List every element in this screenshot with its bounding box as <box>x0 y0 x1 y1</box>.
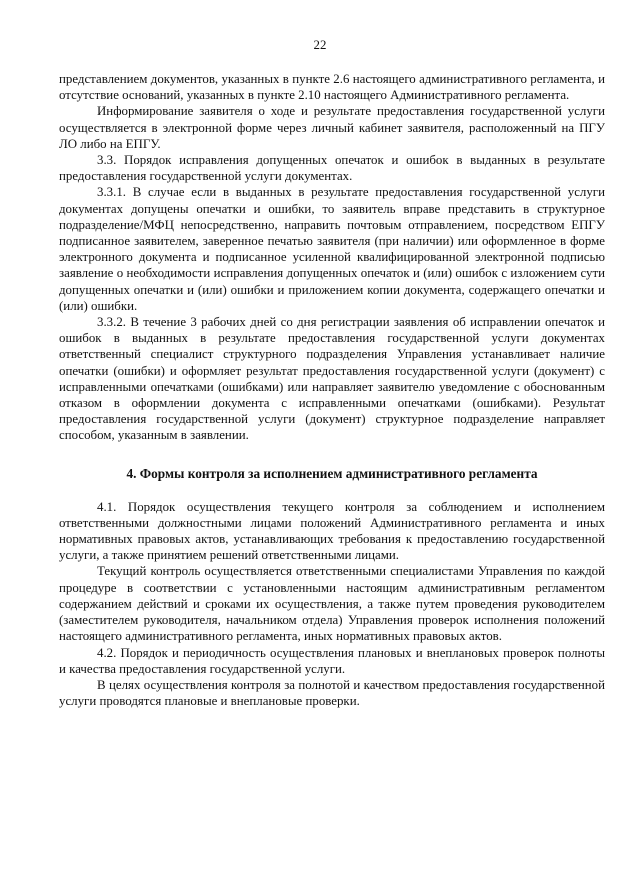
paragraph-4-1: 4.1. Порядок осуществления текущего контроля за соблюдением и исполнением ответственными должностными лицами положений Административного регламента и иных нормативных правовых актов, устанавливающих требования к предоставлению государственной услуги, а также принятием решений ответственными лицами. <box>59 499 605 563</box>
section-3-text <box>59 71 605 444</box>
paragraph-3-3-1: 3.3.1. В случае если в выданных в результате предоставления государственной услуги документах допущены опечатки и ошибки, то заявитель вправе представить в структурное подразделение/МФЦ непосредственно, направить почтовым отправлением, посредством ЕПГУ подписанное заявителем, заверенное печатью заявителя (при наличии) или оформленное в форме электронного документа и подписанное усиленной квалифицированной электронной подписью заявление о необходимости исправления допущенных опечаток и (или) ошибок с изложением сути допущенных опечатки и (или) ошибки и приложением копии документа, содержащего опечатки и (или) ошибки. <box>59 185 605 313</box>
paragraph-control-purpose: В целях осуществления контроля за полнотой и качеством предоставления государственной услуги проводятся плановые и внеплановые проверки. <box>59 677 605 709</box>
section-4-text <box>59 499 605 710</box>
document-body <box>59 71 605 709</box>
paragraph-informing: Информирование заявителя о ходе и результате предоставления государственной услуги осуществляется в электронной форме через личный кабинет заявителя, расположенный на ПГУ ЛО либо на ЕПГУ. <box>59 104 605 151</box>
paragraph-continuation: представлением документов, указанных в пункте 2.6 настоящего административного регламента, и отсутствие оснований, указанных в пункте 2.10 настоящего Административного регламента. <box>59 72 605 103</box>
section-title: 4. Формы контроля за исполнением административного регламента <box>126 465 538 481</box>
paragraph-4-2: 4.2. Порядок и периодичность осуществления плановых и внеплановых проверок полноты и качества предоставления государственной услуги. <box>59 645 605 676</box>
page-number: 22 <box>313 38 327 52</box>
paragraph-3-3-2: 3.3.2. В течение 3 рабочих дней со дня регистрации заявления об исправлении опечаток и ошибок в выданных в результате предоставления государственной услуги документах ответственный специалист структурного подразделения Управления устанавливает наличие опечатки (ошибки) и оформляет результат предоставления государственной услуги (документ) с исправленными опечатками (ошибками) или направляет заявителю уведомление с обоснованным отказом в оформлении документа с исправленными опечатками (ошибками). Результат предоставления государственной услуги (документ) структурное подразделение направляет способом, указанным в заявлении. <box>59 315 605 443</box>
paragraph-current-control: Текущий контроль осуществляется ответственными специалистами Управления по каждой процедуре в соответствии с установленными настоящим административным регламентом содержанием действий и сроками их осуществления, а также путем проведения руководителем (заместителем руководителя, начальником отдела) Управления проверок исполнения положений настоящего административного регламента, иных нормативных правовых актов. <box>59 564 605 644</box>
paragraph-3-3: 3.3. Порядок исправления допущенных опечаток и ошибок в выданных в результате предоставления государственной услуги документах. <box>59 153 605 184</box>
